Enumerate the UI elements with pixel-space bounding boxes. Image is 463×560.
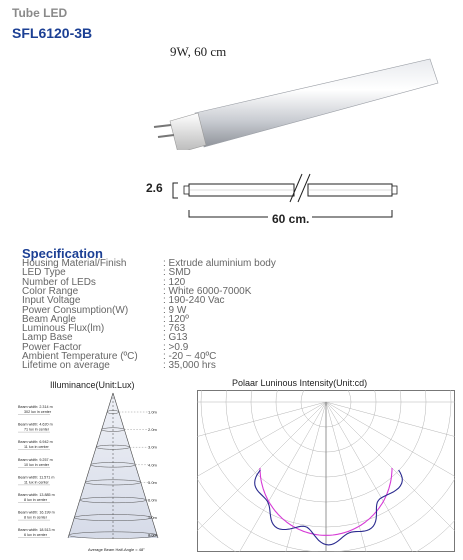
spec-label: Number of LEDs	[22, 276, 96, 288]
distance-label: 7.0m	[148, 515, 157, 521]
spec-value: : 120	[163, 276, 186, 288]
polar-title: Polaar Luninous Intensity(Unit:cd)	[232, 378, 368, 388]
spec-value: : -20 ~ 40ºC	[163, 351, 217, 362]
distance-label: 5.0m	[148, 479, 157, 485]
diameter-label: 2.6	[146, 181, 163, 195]
illuminance-footer: Average Beam Half-Angle = 48°	[88, 547, 145, 552]
center-lux-note: 8 lux in center	[24, 498, 47, 502]
beam-width-note: Beam width: 4.620 m	[18, 422, 53, 427]
spec-label: Lamp Base	[22, 332, 73, 344]
spec-value: : G13	[163, 332, 188, 344]
center-lux-note: 302 lux in center	[24, 410, 52, 414]
spec-value: : 763	[163, 323, 186, 335]
center-lux-note: 71 lux in center	[24, 427, 50, 432]
center-lux-note: 8 lux in center	[24, 515, 47, 520]
distance-label: 3.0m	[148, 444, 157, 450]
spec-label: Ambient Temperature (ºC)	[22, 351, 138, 362]
spec-value: : 120º	[163, 313, 189, 325]
beam-width-note: Beam width: 2.314 m	[18, 405, 53, 409]
beam-width-note: Beam width: 11.571 m	[18, 475, 55, 480]
spec-value: : SMD	[163, 267, 191, 279]
spec-label: Color Range	[22, 285, 79, 297]
spec-value: : Extrude aluminium body	[163, 258, 276, 269]
distance-label: 2.0m	[148, 427, 157, 433]
spec-label: Beam Angle	[22, 313, 76, 325]
spec-value: : 190-240 Vac	[163, 295, 225, 307]
distance-label: 6.0m	[148, 497, 157, 503]
beam-width-note: Beam width: 16.199 m	[18, 510, 55, 515]
spec-row	[22, 361, 216, 371]
illuminance-diagram	[10, 390, 190, 555]
spec-label: LED Type	[22, 267, 66, 279]
spec-value: : 35,000 hrs	[163, 360, 216, 372]
spec-value: : >0.9	[163, 341, 189, 353]
center-lux-note: 6 lux in center	[24, 533, 47, 538]
distance-label: 8.0m	[148, 532, 157, 538]
illuminance-title: Illuminance(Unit:Lux)	[50, 380, 135, 390]
spec-label: Lifetime on average	[22, 360, 110, 372]
spec-label: Luminous Flux(lm)	[22, 323, 105, 335]
length-label: 60 cm.	[272, 212, 310, 226]
distance-label: 4.0m	[148, 462, 157, 468]
spec-label: Housing Material/Finish	[22, 258, 127, 269]
spec-value: : White 6000-7000K	[163, 285, 252, 297]
center-lux-note: 11 lux in center	[24, 480, 49, 485]
beam-width-note: Beam width: 13.885 m	[18, 493, 55, 497]
product-category: Tube LED	[12, 6, 68, 20]
specification-title: Specification	[22, 246, 103, 261]
beam-width-note: Beam width: 6.942 m	[18, 440, 53, 445]
center-lux-note: 10 lux in center	[24, 462, 50, 467]
beam-width-note: Beam width: 9.257 m	[18, 457, 53, 462]
spec-label: Power Consumption(W)	[22, 304, 129, 316]
spec-label: Power Factor	[22, 341, 82, 353]
distance-label: 1.0m	[148, 409, 157, 415]
beam-width-note: Beam width: 18.513 m	[18, 528, 55, 533]
spec-label: Input Voltage	[22, 295, 81, 307]
polar-intensity-chart	[197, 390, 455, 552]
tube-product-image	[140, 55, 445, 150]
model-number: SFL6120-3B	[12, 25, 93, 41]
center-lux-note: 11 lux in center	[24, 445, 49, 450]
spec-value: : 9 W	[163, 304, 187, 316]
product-power-length: 9W, 60 cm	[170, 44, 227, 59]
